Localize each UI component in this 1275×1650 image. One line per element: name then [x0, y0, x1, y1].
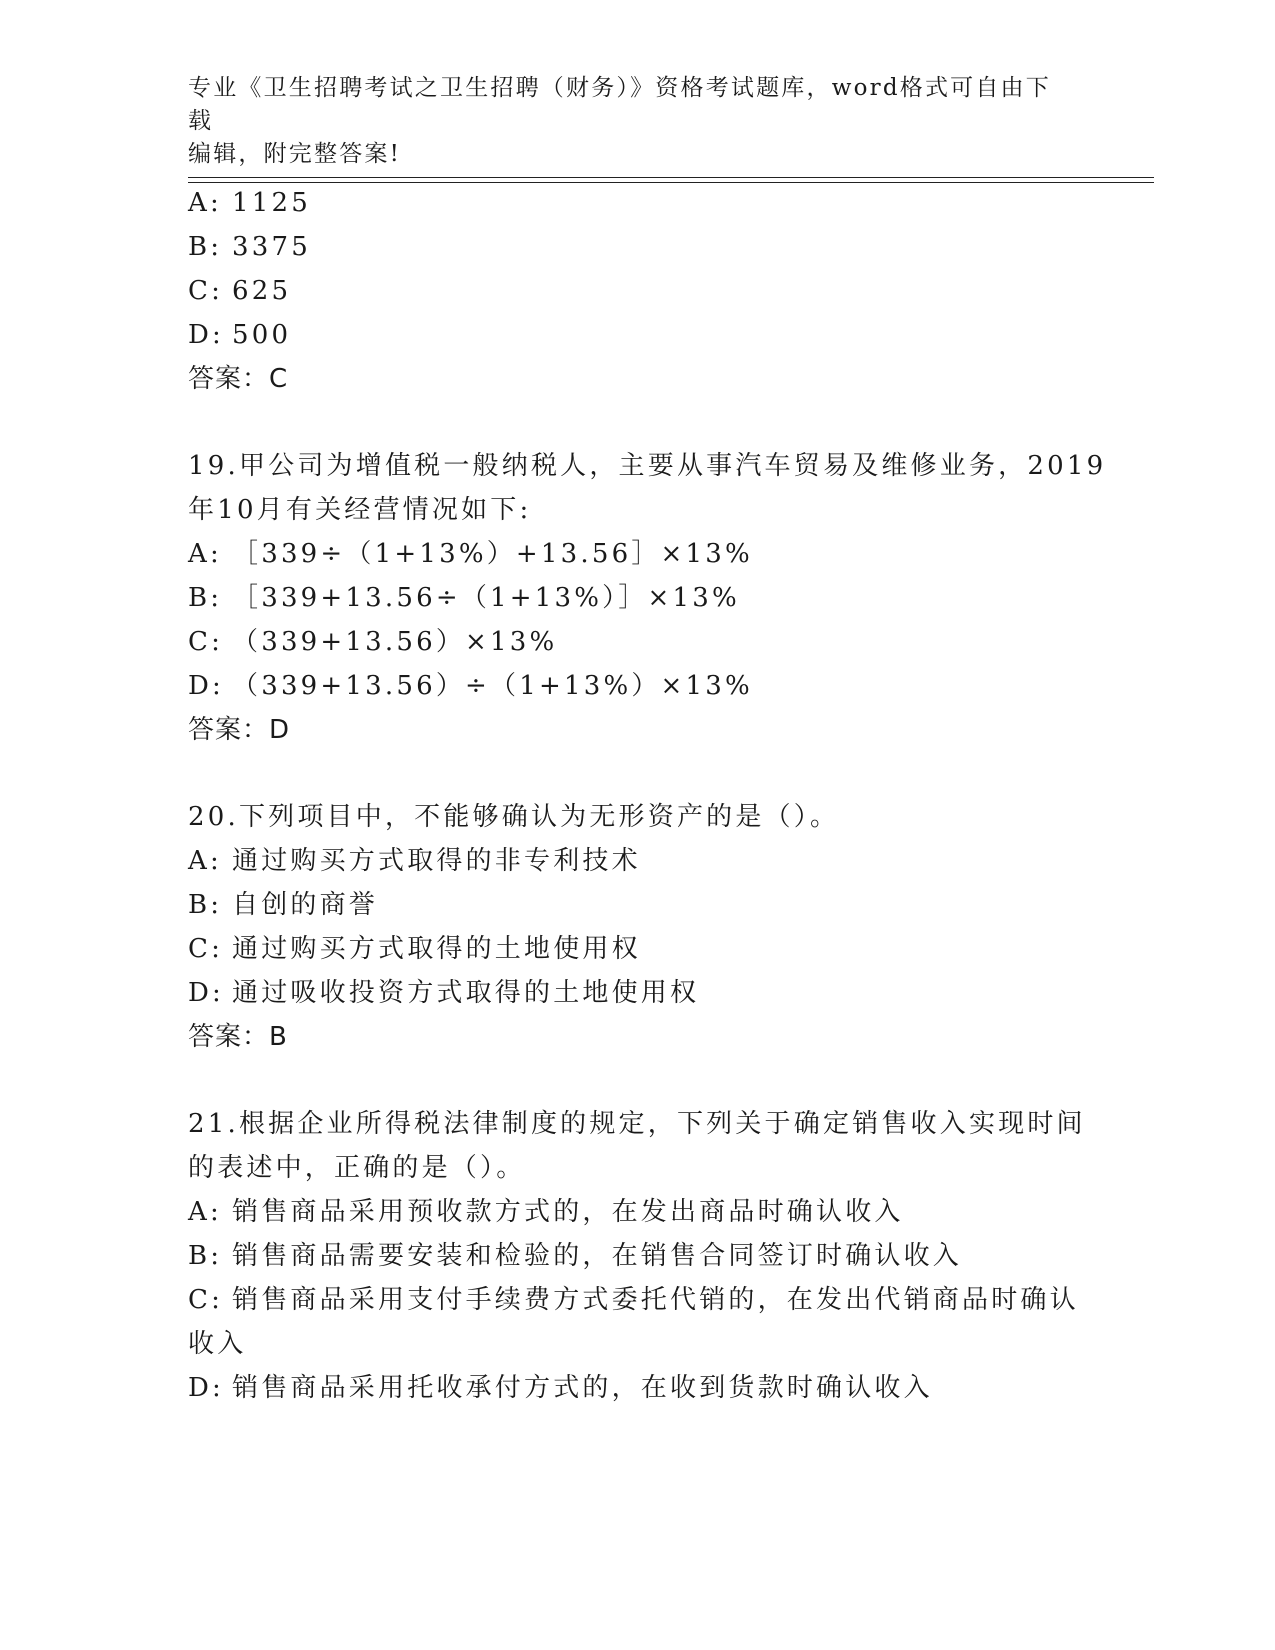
option-text: 625 — [232, 276, 292, 306]
q18-option-d — [188, 320, 291, 350]
header-divider-top — [188, 177, 1154, 178]
option-label: A: — [188, 188, 222, 218]
header-divider-bottom — [188, 182, 1154, 183]
option-label: C: — [188, 1285, 224, 1315]
option-label: B: — [188, 1241, 223, 1271]
option-text: 通过购买方式取得的非专利技术 — [232, 846, 641, 876]
q18-option-c — [188, 276, 291, 306]
option-text: ［339+13.56÷（1+13%）］×13% — [232, 583, 740, 613]
q19-option-a — [188, 539, 753, 569]
option-text: 500 — [232, 320, 292, 350]
option-text: ［339÷（1+13%）+13.56］×13% — [232, 539, 753, 569]
option-label: D: — [188, 671, 225, 701]
option-text: 自创的商誉 — [232, 890, 379, 920]
q20-answer: 答案：B — [188, 1022, 288, 1052]
option-label: A: — [188, 1197, 222, 1227]
option-label: D: — [188, 1373, 225, 1403]
option-label: A: — [188, 846, 222, 876]
q18-option-a — [188, 188, 311, 218]
option-text: （339+13.56）÷（1+13%）×13% — [232, 671, 753, 701]
q20-option-c — [188, 934, 641, 964]
option-label: C: — [188, 276, 224, 306]
option-text: 销售商品采用托收承付方式的，在收到货款时确认收入 — [232, 1373, 933, 1403]
q19-option-b — [188, 583, 740, 613]
page-header — [188, 72, 1068, 171]
q19-option-c — [188, 627, 557, 657]
q21-option-b — [188, 1241, 962, 1271]
q21-stem-line-2: 的表述中，正确的是（）。 — [188, 1153, 526, 1183]
option-label: C: — [188, 627, 224, 657]
q19-stem-line-2: 年10月有关经营情况如下: — [188, 495, 532, 525]
header-line-2: 编辑，附完整答案! — [188, 141, 402, 167]
q20-stem-line-1: 20.下列项目中，不能够确认为无形资产的是（）。 — [188, 802, 840, 832]
q20-option-a — [188, 846, 641, 876]
header-line-1: 专业《卫生招聘考试之卫生招聘（财务）》资格考试题库，word格式可自由下载 — [188, 75, 1051, 134]
q19-answer: 答案：D — [188, 715, 291, 745]
option-label: A: — [188, 539, 222, 569]
option-text: 3375 — [232, 232, 311, 262]
q18-answer: 答案：C — [188, 364, 289, 394]
q20-option-d — [188, 978, 699, 1008]
q21-option-a — [188, 1197, 904, 1227]
option-text: 1125 — [232, 188, 311, 218]
option-label: D: — [188, 320, 225, 350]
option-label: D: — [188, 978, 225, 1008]
q19-stem-line-1: 19.甲公司为增值税一般纳税人，主要从事汽车贸易及维修业务，2019 — [188, 451, 1107, 481]
option-text: 通过吸收投资方式取得的土地使用权 — [232, 978, 700, 1008]
option-text: 销售商品采用支付手续费方式委托代销的，在发出代销商品时确认 — [232, 1285, 1079, 1315]
q21-option-d — [188, 1373, 933, 1403]
option-text: 销售商品需要安装和检验的，在销售合同签订时确认收入 — [232, 1241, 963, 1271]
q21-stem-line-1: 21.根据企业所得税法律制度的规定，下列关于确定销售收入实现时间 — [188, 1109, 1086, 1139]
q21-option-c-continuation: 收入 — [188, 1329, 247, 1359]
q18-option-b — [188, 232, 311, 262]
option-label: B: — [188, 890, 223, 920]
option-label: B: — [188, 583, 223, 613]
q19-option-d — [188, 671, 753, 701]
q21-option-c — [188, 1285, 1079, 1315]
option-label: C: — [188, 934, 224, 964]
option-text: 通过购买方式取得的土地使用权 — [232, 934, 641, 964]
option-text: （339+13.56）×13% — [232, 627, 558, 657]
option-label: B: — [188, 232, 223, 262]
option-text: 销售商品采用预收款方式的，在发出商品时确认收入 — [232, 1197, 904, 1227]
q20-option-b — [188, 890, 378, 920]
